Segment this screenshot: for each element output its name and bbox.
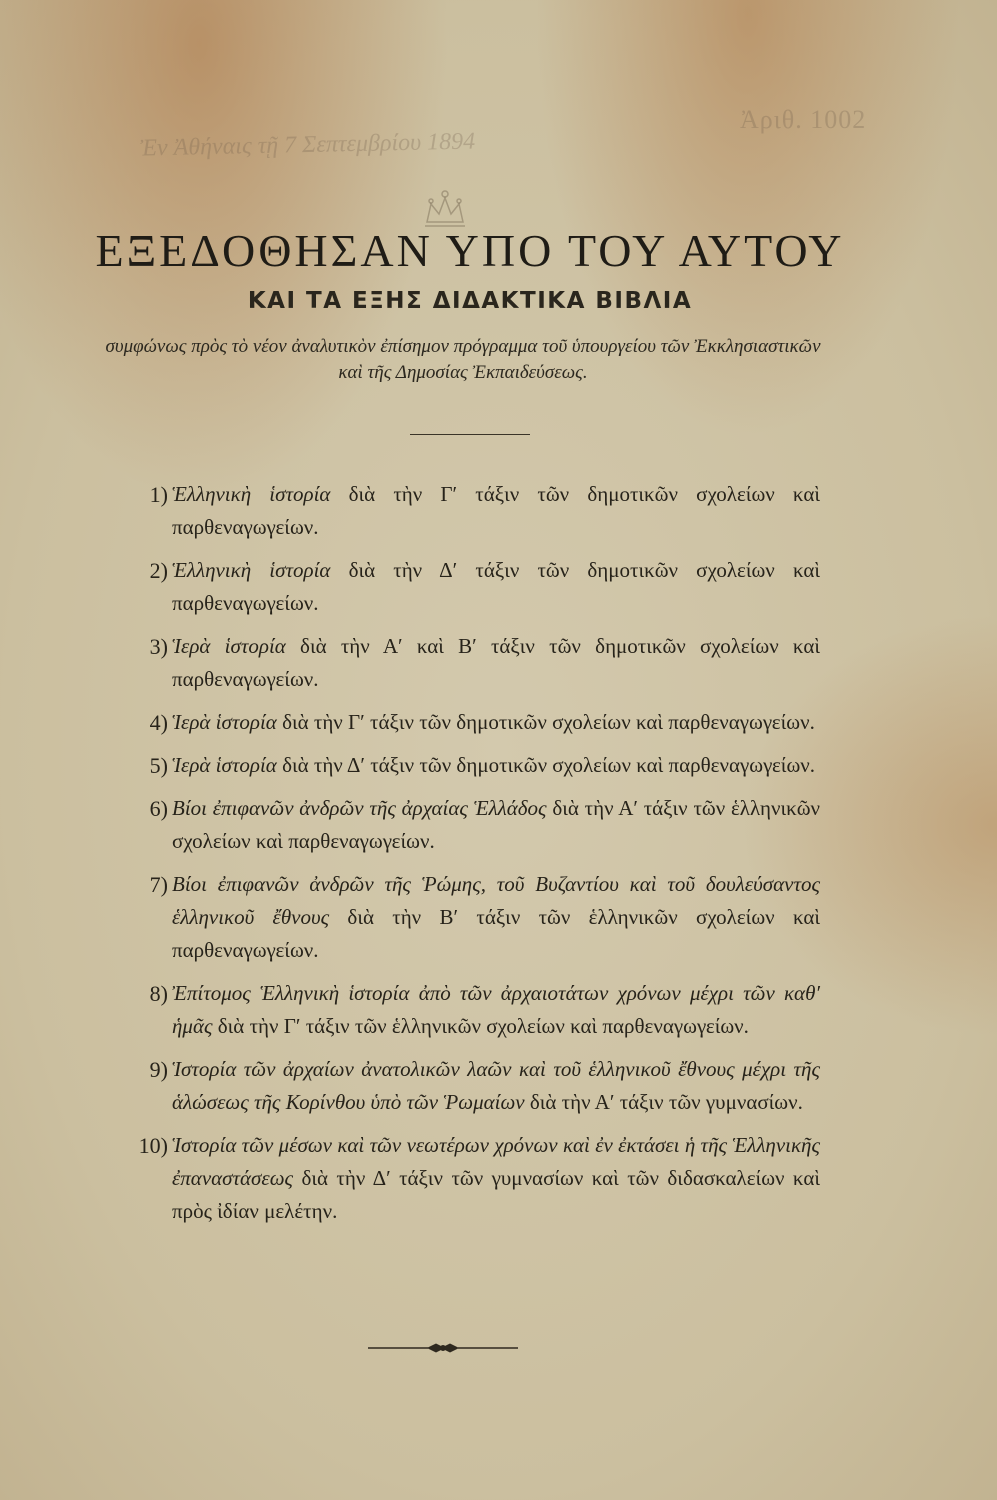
item-number: 10) (138, 1133, 168, 1158)
item-text (172, 749, 820, 782)
item-number: 2) (149, 558, 168, 583)
intro-paragraph: συμφώνως πρὸς τὸ νέον ἀναλυτικὸν ἐπίσημον πρόγραμμα τοῦ ὑπουργείου τῶν Ἐκκλησιαστικῶν καὶ τῆς Δημοσίας Ἐκπαιδεύσεως. (105, 336, 821, 383)
end-ornament-icon (368, 1338, 518, 1358)
item-number: 9) (149, 1057, 168, 1082)
item-number: 3) (149, 634, 168, 659)
item-number: 6) (149, 796, 168, 821)
item-description: διὰ τὴν Α′ τάξιν τῶν ἑλληνικῶν σχολείων καὶ παρθεναγωγείων. (172, 796, 821, 853)
list-item (120, 868, 820, 967)
item-description: διὰ τὴν Α′ καὶ Β′ τάξιν τῶν δημοτικῶν σχολείων καὶ παρθεναγωγείων. (172, 634, 820, 691)
item-title: Βίοι ἐπιφανῶν ἀνδρῶν τῆς Ῥώμης, τοῦ Βυζαντίου καὶ τοῦ δουλεύσαντος ἑλληνικοῦ ἔθνους (172, 872, 820, 929)
item-text (172, 706, 820, 739)
list-item (120, 977, 820, 1043)
item-title: Ἱερὰ ἱστορία (172, 634, 286, 658)
book-list (120, 478, 820, 1238)
list-item (120, 478, 820, 544)
list-item (120, 1129, 820, 1228)
item-description: διὰ τὴν Γ′ τάξιν τῶν ἑλληνικῶν σχολείων καὶ παρθεναγωγείων. (212, 1014, 749, 1038)
item-text (172, 1053, 820, 1119)
list-item (120, 630, 820, 696)
item-title: Ἑλληνικὴ ἱστορία (172, 558, 331, 582)
item-number: 8) (149, 981, 168, 1006)
item-description: διὰ τὴν Α′ τάξιν τῶν γυμνασίων. (524, 1090, 803, 1114)
faded-number-stamp: Ἀριθ. 1002 (740, 105, 867, 134)
item-description: διὰ τὴν Δ′ τάξιν τῶν γυμνασίων καὶ τῶν διδασκαλείων καὶ πρὸς ἰδίαν μελέτην. (172, 1166, 820, 1223)
item-title: Ἱστορία τῶν ἀρχαίων ἀνατολικῶν λαῶν καὶ τοῦ ἑλληνικοῦ ἔθνους μέχρι τῆς ἁλώσεως τῆς Κορίνθου ὑπὸ τῶν Ῥωμαίων (172, 1057, 820, 1114)
list-item (120, 706, 820, 739)
item-description: διὰ τὴν Β′ τάξιν τῶν ἑλληνικῶν σχολείων καὶ παρθεναγωγείων. (172, 905, 820, 962)
item-title: Ἱερὰ ἱστορία (172, 710, 277, 734)
item-text (172, 977, 820, 1043)
section-divider (410, 434, 530, 435)
item-number: 1) (149, 482, 168, 507)
item-description: διὰ τὴν Γ′ τάξιν τῶν δημοτικῶν σχολείων καὶ παρθεναγωγείων. (172, 482, 820, 539)
item-description: διὰ τὴν Δ′ τάξιν τῶν δημοτικῶν σχολείων καὶ παρθεναγωγείων. (172, 558, 820, 615)
item-title: Βίοι ἐπιφανῶν ἀνδρῶν τῆς ἀρχαίας Ἑλλάδος (172, 796, 547, 820)
item-text (172, 792, 820, 858)
page-title: ΕΞΕΔΟΘΗΣΑΝ ΥΠΟ ΤΟΥ ΑΥΤΟΥ (95, 225, 845, 276)
item-number: 7) (149, 872, 168, 897)
item-text (172, 630, 820, 696)
list-item (120, 749, 820, 782)
list-item (120, 792, 820, 858)
list-item (120, 1053, 820, 1119)
item-title: Ἑλληνικὴ ἱστορία (172, 482, 331, 506)
faded-date-stamp: Ἐν Ἀθήναις τῇ 7 Σεπτεμβρίου 1894 (139, 128, 476, 162)
item-text (172, 1129, 820, 1228)
item-text (172, 554, 820, 620)
list-item (120, 554, 820, 620)
item-text (172, 868, 820, 967)
item-description: διὰ τὴν Γ′ τάξιν τῶν δημοτικῶν σχολείων καὶ παρθεναγωγείων. (276, 710, 815, 734)
item-title: Ἐπίτομος Ἑλληνικὴ ἱστορία ἀπὸ τῶν ἀρχαιοτάτων χρόνων μέχρι τῶν καθ′ ἡμᾶς (172, 981, 820, 1038)
item-number: 4) (149, 710, 168, 735)
item-title: Ἱερὰ ἱστορία (172, 753, 277, 777)
item-description: διὰ τὴν Δ′ τάξιν τῶν δημοτικῶν σχολείων καὶ παρθεναγωγείων. (276, 753, 816, 777)
page-subtitle: ΚΑΙ ΤΑ ΕΞΗΣ ΔΙΔΑΚΤΙΚΑ ΒΙΒΛΙΑ (247, 288, 693, 314)
item-title: Ἱστορία τῶν μέσων καὶ τῶν νεωτέρων χρόνων καὶ ἐν ἐκτάσει ἡ τῆς Ἑλληνικῆς ἐπαναστάσεως (172, 1133, 820, 1190)
item-text (172, 478, 820, 544)
item-number: 5) (149, 753, 168, 778)
